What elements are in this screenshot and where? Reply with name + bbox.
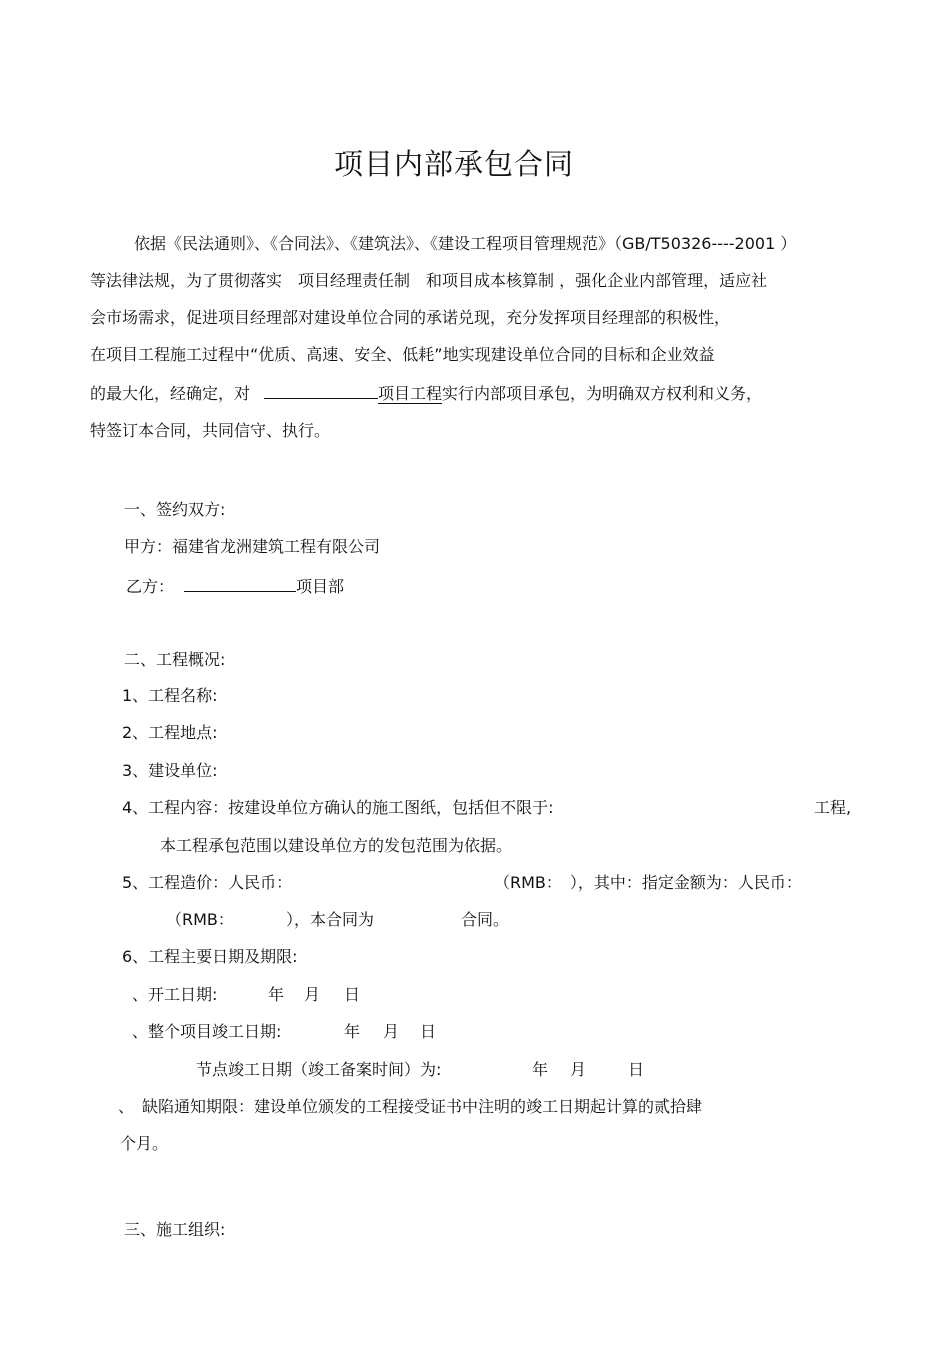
node-date-month: 月 [570, 1060, 587, 1079]
party-b [126, 575, 344, 597]
preamble-line-5 [90, 382, 762, 404]
preamble-line-4: 在项目工程施工过程中“优质、高速、安全、低耗”地实现建设单位合同的目标和企业效益 [90, 345, 715, 364]
item-key-dates: 6、工程主要日期及期限: [122, 947, 298, 966]
item-project-scope: 本工程承包范围以建设单位方的发包范围为依据。 [160, 836, 513, 855]
section-2-heading: 二、工程概况: [124, 650, 226, 669]
item-contract-type-end: 合同。 [461, 910, 510, 929]
item-cost-rmb-2: （RMB： [166, 910, 234, 929]
item-project-content: 4、工程内容：按建设单位方确认的施工图纸，包括但不限于: [122, 798, 554, 817]
item-construction-unit: 3、建设单位: [122, 761, 218, 780]
item-project-name: 1、工程名称: [122, 686, 218, 705]
preamble-line-1: 依据《民法通则》、《合同法》、《建筑法》、《建设工程项目管理规范》（GB/T50326----2001 ） [134, 234, 797, 253]
party-a: 甲方：福建省龙洲建筑工程有限公司 [124, 537, 381, 556]
start-date-month: 月 [304, 985, 321, 1004]
item-project-location: 2、工程地点: [122, 723, 218, 742]
defect-notice-period-end: 个月。 [120, 1134, 169, 1153]
start-date-day: 日 [344, 985, 361, 1004]
preamble-line-6: 特签订本合同，共同信守、执行。 [90, 421, 331, 440]
completion-date-label: 、整个项目竣工日期: [132, 1022, 282, 1041]
start-date-year: 年 [268, 985, 285, 1004]
node-date-label: 节点竣工日期（竣工备案时间）为: [196, 1060, 442, 1079]
preamble-line-5-start: 的最大化，经确定，对 [90, 384, 251, 403]
item-contract-type-label: ），本合同为 [286, 910, 375, 929]
party-b-label: 乙方： [126, 577, 175, 596]
completion-date-year: 年 [344, 1022, 361, 1041]
item-project-cost: 5、工程造价：人民币： [122, 873, 293, 892]
completion-date-month: 月 [383, 1022, 400, 1041]
node-date-year: 年 [532, 1060, 549, 1079]
section-3-heading: 三、施工组织: [124, 1220, 226, 1239]
preamble-line-2: 等法律法规，为了贯彻落实 项目经理责任制 和项目成本核算制 ，强化企业内部管理，适应社 [90, 271, 768, 290]
start-date-label: 、开工日期: [132, 985, 218, 1004]
completion-date-day: 日 [420, 1022, 437, 1041]
defect-notice-period: 、 缺陷通知期限：建设单位颁发的工程接受证书中注明的竣工日期起计算的贰拾肆 [118, 1097, 703, 1116]
party-b-blank [184, 575, 296, 592]
preamble-line-5-end: 实行内部项目承包，为明确双方权利和义务， [442, 384, 763, 403]
page-title: 项目内部承包合同 [334, 147, 575, 181]
project-name-suffix: 项目工程 [378, 384, 443, 403]
party-b-suffix: 项目部 [296, 577, 345, 596]
item-project-content-end: 工程, [814, 798, 852, 817]
project-name-blank [264, 382, 378, 399]
node-date-day: 日 [628, 1060, 645, 1079]
preamble-line-3: 会市场需求，促进项目经理部对建设单位合同的承诺兑现，充分发挥项目经理部的积极性， [90, 308, 731, 327]
section-1-heading: 一、签约双方: [124, 500, 226, 519]
item-project-cost-rmb: （RMB： ），其中：指定金额为：人民币： [494, 873, 802, 892]
